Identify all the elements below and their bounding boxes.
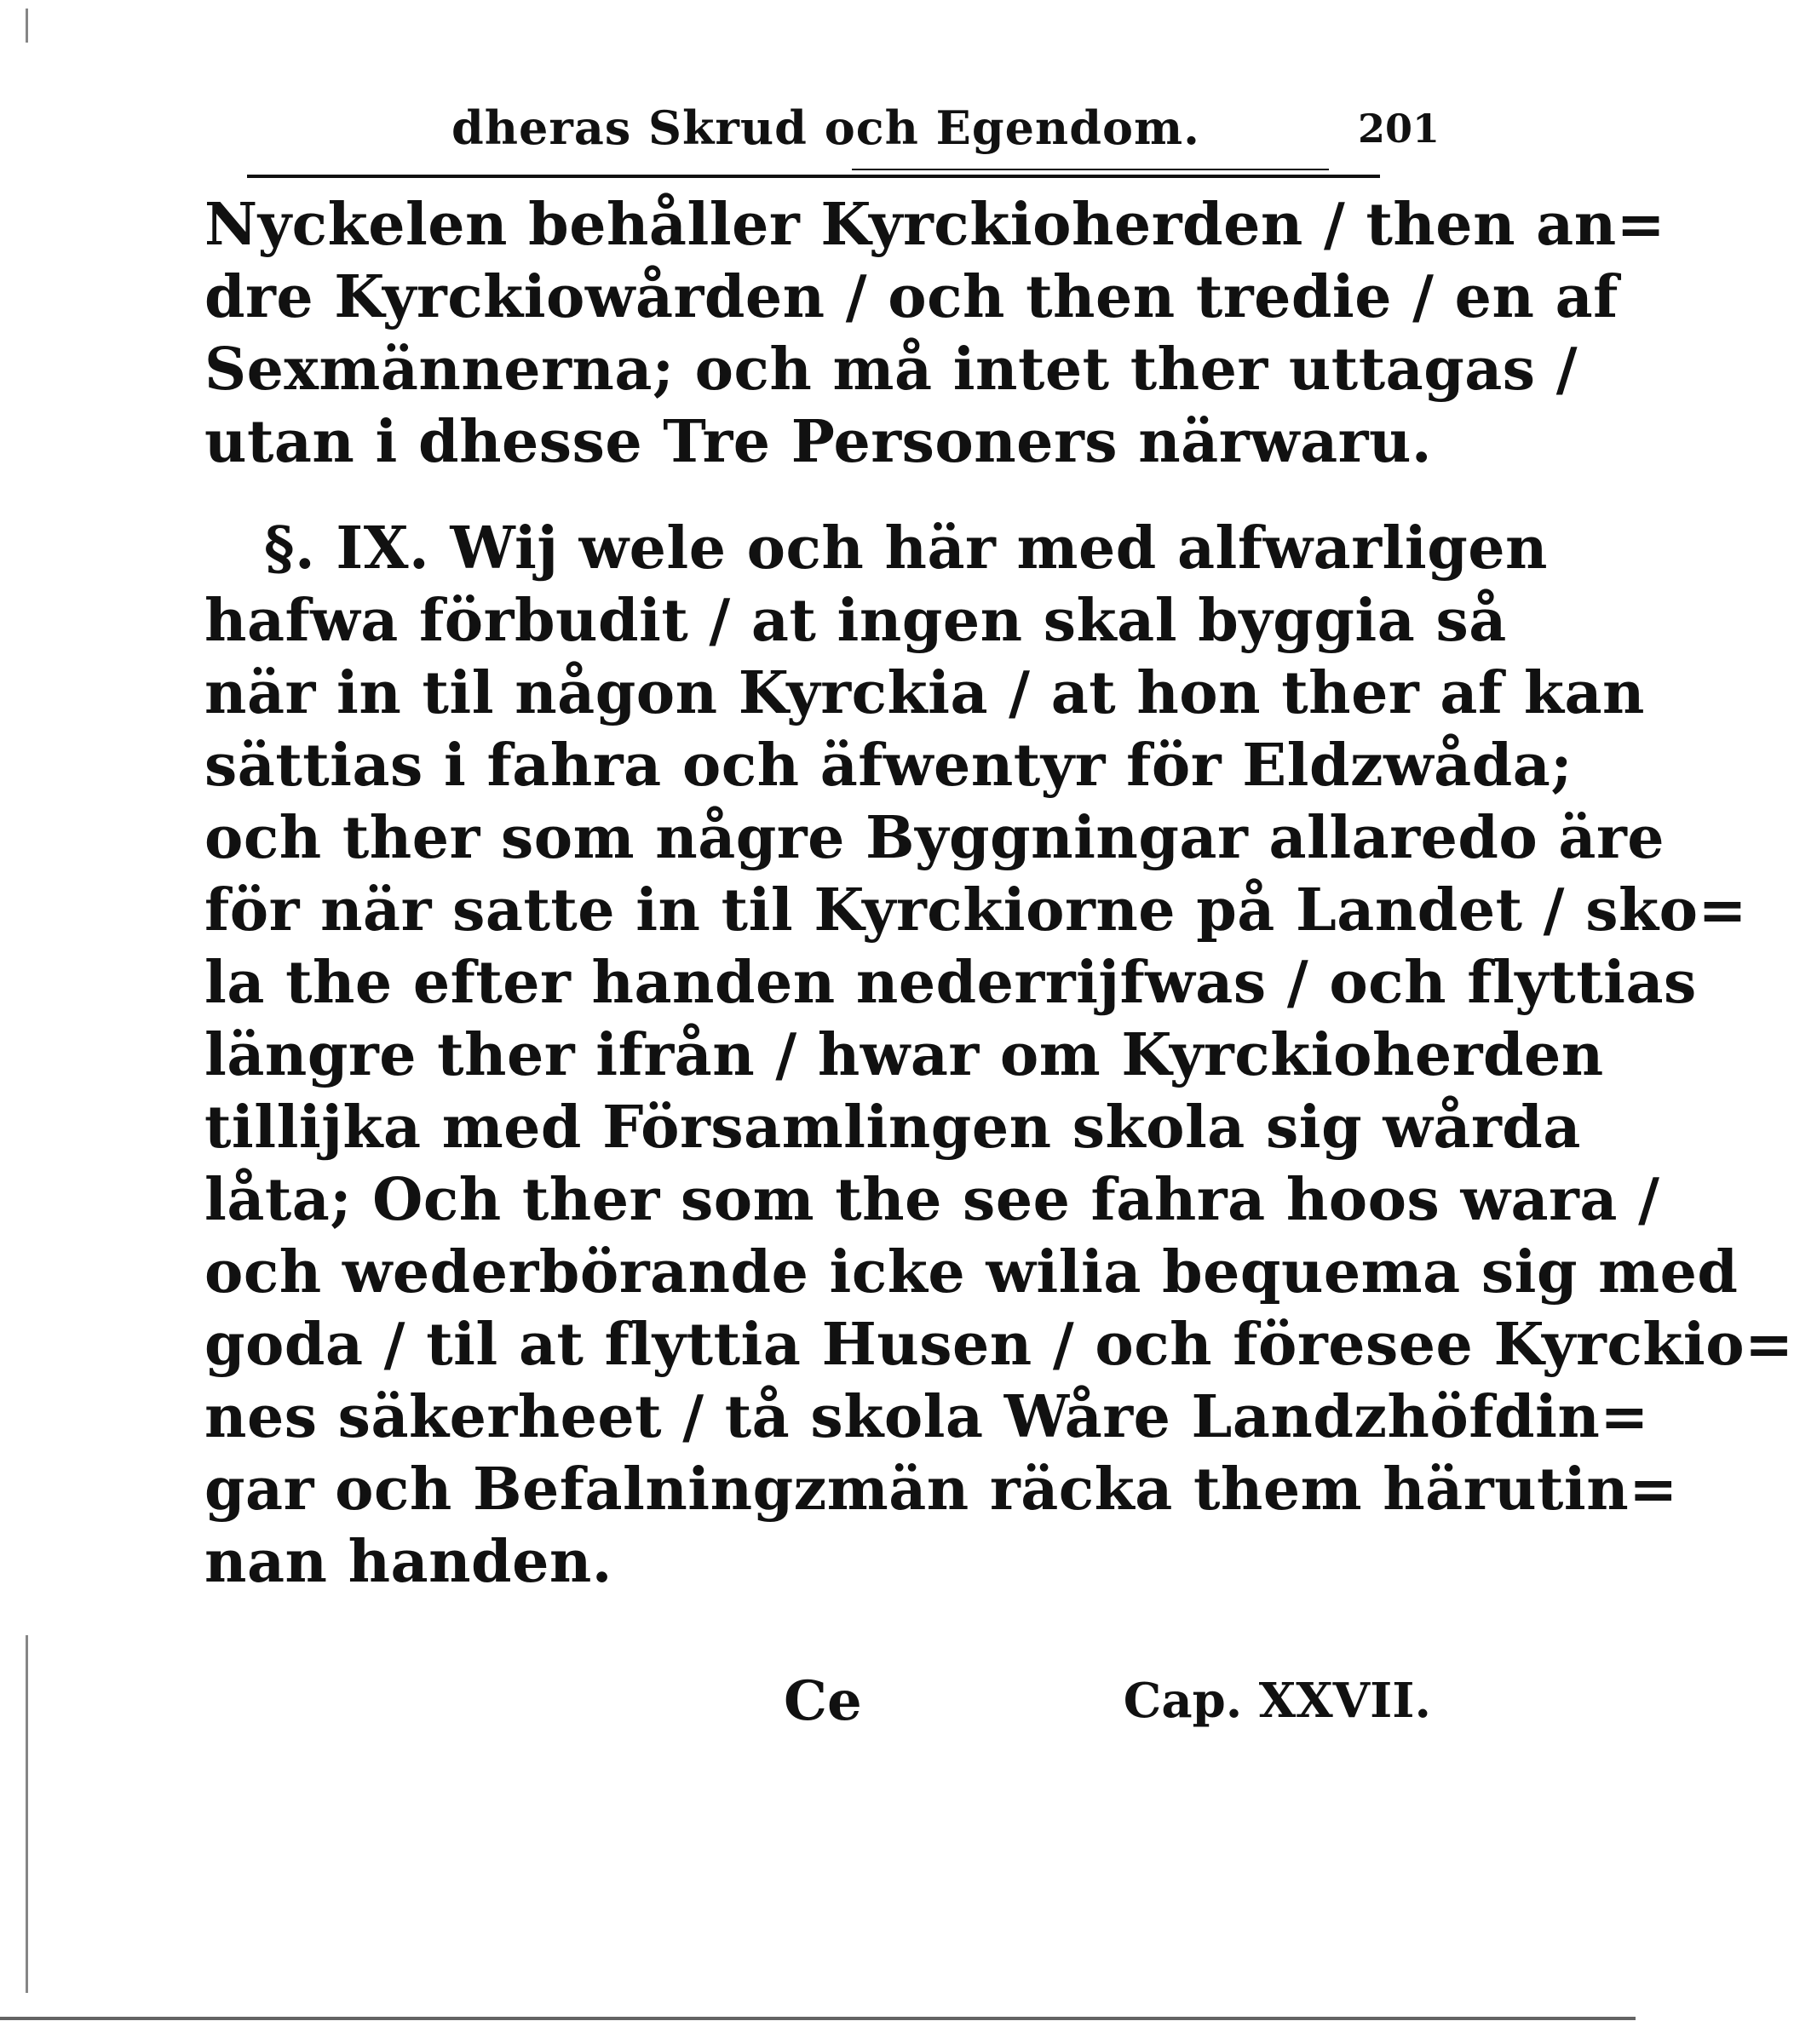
text-line: låta; Och ther som the see fahra hoos wara / [204, 1166, 1660, 1234]
text-line: Nyckelen behåller Kyrckioherden / then an= [204, 191, 1666, 259]
text-line: tillijka med Församlingen skola sig wårda [204, 1094, 1581, 1162]
text-line: när in til någon Kyrckia / at hon ther af kan [204, 659, 1645, 727]
scan-edge-mark [26, 1635, 28, 1993]
scan-edge-mark [26, 9, 28, 43]
paragraph-gap [204, 479, 1440, 513]
text-line: nes säkerheet / tå skola Wåre Landzhöfdin= [204, 1383, 1649, 1451]
text-line: Sexmännerna; och må intet ther uttagas / [204, 336, 1578, 404]
text-line: nan handen. [204, 1528, 612, 1596]
text-line: la the efter handen nederrijfwas / och flyttias [204, 949, 1697, 1017]
text-line: och ther som någre Byggningar allaredo äre [204, 804, 1665, 872]
text-line: dre Kyrckiowården / och then tredie / en af [204, 263, 1619, 331]
page-footer [784, 1669, 1431, 1737]
chapter-reference: Cap. XXVII. [1123, 1673, 1431, 1729]
text-line: för när satte in til Kyrckiorne på Landet / sko= [204, 876, 1747, 944]
text-line: goda / til at flyttia Husen / och föresee Kyrckio= [204, 1311, 1794, 1379]
text-line: utan i dhesse Tre Personers närwaru. [204, 408, 1433, 476]
bottom-scan-rule [0, 2017, 1636, 2020]
text-line: gar och Befalningzmän räcka them härutin= [204, 1455, 1678, 1524]
text-line: hafwa förbudit / at ingen skal byggia så [204, 587, 1507, 655]
header-rule-thin [852, 169, 1329, 170]
running-head: dheras Skrud och Egendom. [451, 100, 1200, 155]
body-text [204, 189, 1794, 1599]
text-line: längre ther ifrån / hwar om Kyrckioherden [204, 1021, 1604, 1089]
paragraph-heading-line: §. IX. Wij wele och här med alfwarligen [264, 514, 1548, 583]
text-line: och wederbörande icke wilia bequema sig med [204, 1238, 1739, 1306]
text-line: sättias i fahra och äfwentyr för Eldzwåda; [204, 732, 1573, 800]
page-number: 201 [1357, 106, 1440, 152]
header-rule [247, 175, 1380, 178]
page-header [451, 100, 1440, 160]
catchword: Ce [784, 1669, 862, 1733]
